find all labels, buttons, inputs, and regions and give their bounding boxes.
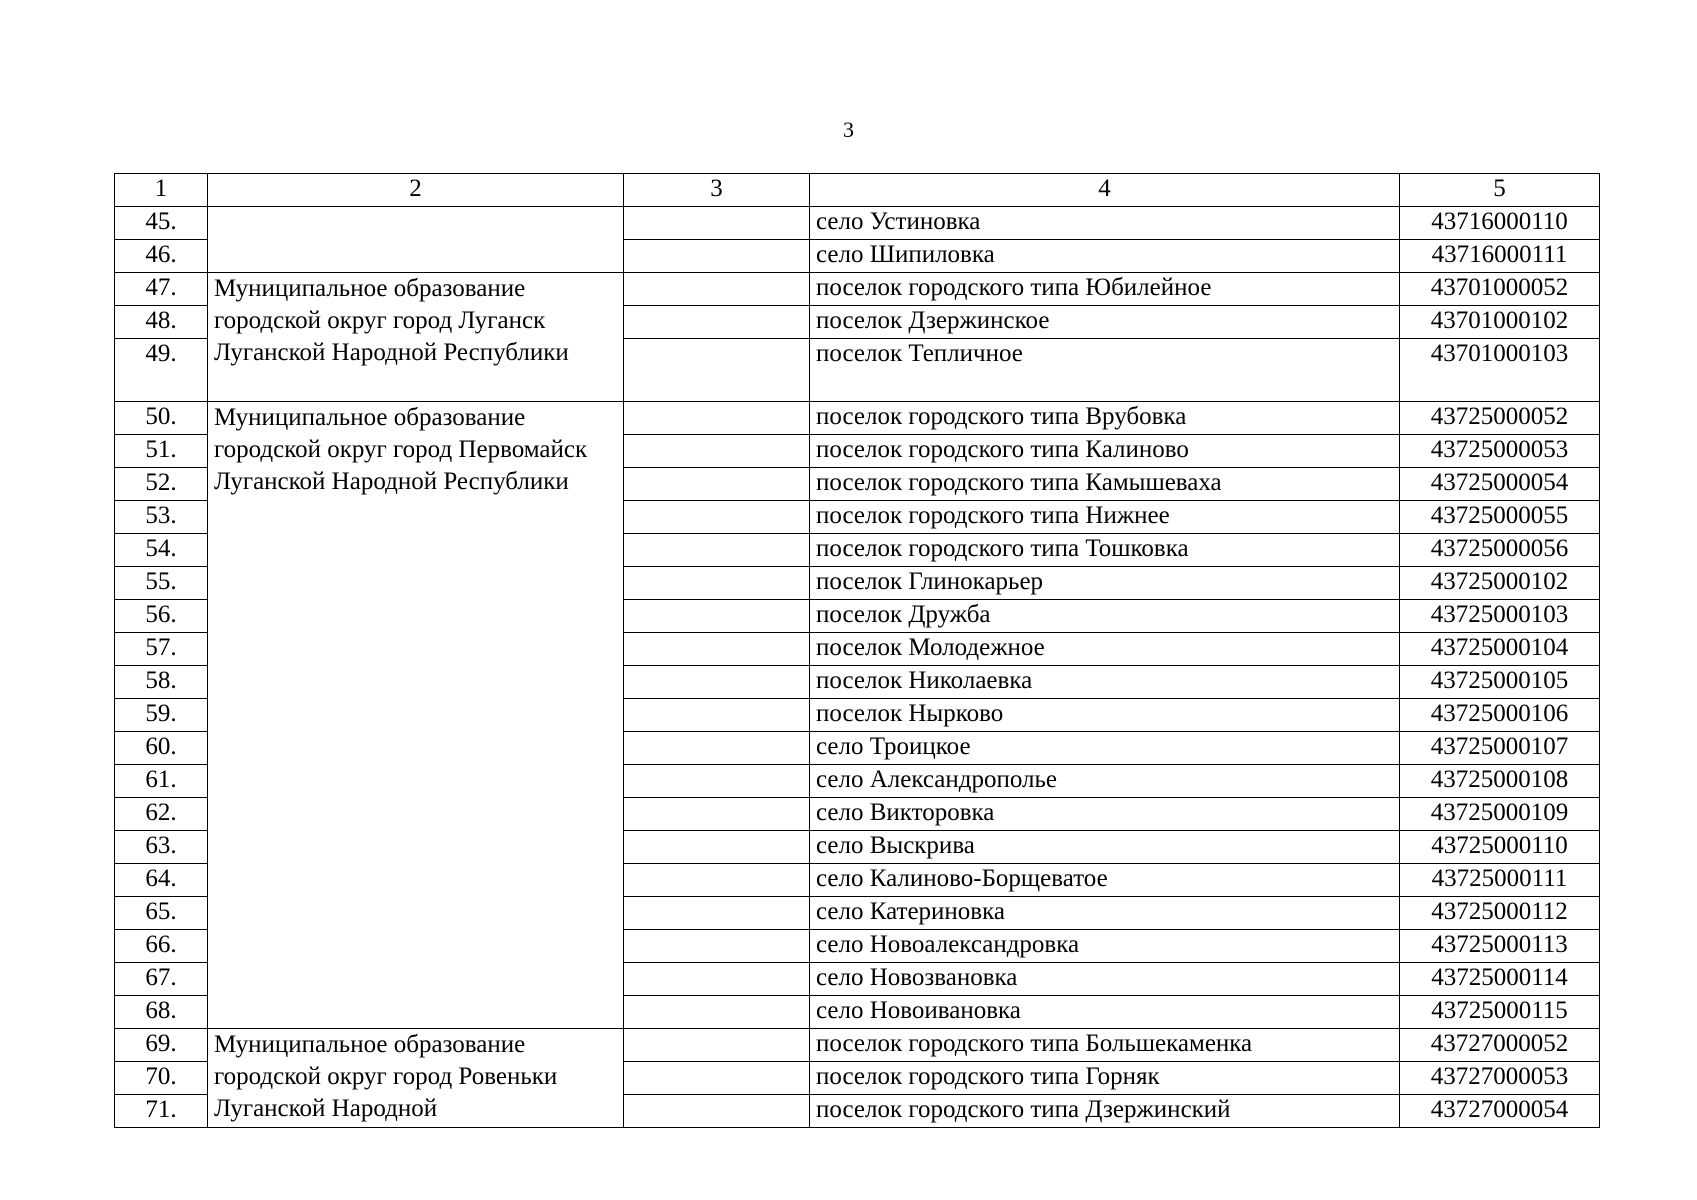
settlement-name: село Новоивановка xyxy=(810,996,1400,1029)
empty-cell xyxy=(624,732,810,765)
settlement-name: село Катериновка xyxy=(810,897,1400,930)
oktmo-code: 43725000052 xyxy=(1400,402,1600,435)
oktmo-code: 43725000102 xyxy=(1400,567,1600,600)
row-number: 50. xyxy=(115,402,208,435)
empty-cell xyxy=(624,207,810,240)
oktmo-code: 43727000052 xyxy=(1400,1029,1600,1062)
row-number: 60. xyxy=(115,732,208,765)
table-row xyxy=(115,207,1600,240)
municipality-name: Муниципальное образование городской округ город Первомайск Луганской Народной Республики xyxy=(208,402,624,1029)
row-number: 59. xyxy=(115,699,208,732)
settlement-name: село Новозвановка xyxy=(810,963,1400,996)
empty-cell xyxy=(624,435,810,468)
row-number: 53. xyxy=(115,501,208,534)
settlement-name: поселок Дзержинское xyxy=(810,306,1400,339)
empty-cell xyxy=(624,306,810,339)
empty-cell xyxy=(624,633,810,666)
oktmo-code: 43701000102 xyxy=(1400,306,1600,339)
row-number: 63. xyxy=(115,831,208,864)
row-number: 65. xyxy=(115,897,208,930)
row-number: 55. xyxy=(115,567,208,600)
table-body xyxy=(115,174,1600,1128)
row-number: 51. xyxy=(115,435,208,468)
empty-cell xyxy=(624,534,810,567)
settlement-name: поселок Молодежное xyxy=(810,633,1400,666)
oktmo-code: 43725000054 xyxy=(1400,468,1600,501)
empty-cell xyxy=(624,1029,810,1062)
empty-cell xyxy=(624,864,810,897)
oktmo-code: 43725000103 xyxy=(1400,600,1600,633)
settlement-name: поселок Нырково xyxy=(810,699,1400,732)
oktmo-code: 43725000115 xyxy=(1400,996,1600,1029)
row-number: 69. xyxy=(115,1029,208,1062)
table-row xyxy=(115,402,1600,435)
oktmo-code: 43725000107 xyxy=(1400,732,1600,765)
settlement-name: поселок городского типа Калиново xyxy=(810,435,1400,468)
row-number: 56. xyxy=(115,600,208,633)
empty-cell xyxy=(624,501,810,534)
empty-cell xyxy=(624,468,810,501)
row-number: 45. xyxy=(115,207,208,240)
oktmo-code: 43716000111 xyxy=(1400,240,1600,273)
empty-cell xyxy=(624,699,810,732)
row-number: 68. xyxy=(115,996,208,1029)
header-col-4: 4 xyxy=(810,174,1400,207)
empty-cell xyxy=(624,567,810,600)
settlements-table xyxy=(114,173,1600,1128)
municipality-name xyxy=(208,207,624,273)
settlement-name: поселок городского типа Дзержинский xyxy=(810,1095,1400,1128)
page-number: 3 xyxy=(843,117,854,142)
oktmo-code: 43725000105 xyxy=(1400,666,1600,699)
settlement-name: поселок Тепличное xyxy=(810,339,1400,402)
row-number: 70. xyxy=(115,1062,208,1095)
table-row xyxy=(115,273,1600,306)
oktmo-code: 43716000110 xyxy=(1400,207,1600,240)
oktmo-code: 43725000112 xyxy=(1400,897,1600,930)
settlement-name: поселок городского типа Камышеваха xyxy=(810,468,1400,501)
row-number: 49. xyxy=(115,339,208,402)
empty-cell xyxy=(624,897,810,930)
row-number: 67. xyxy=(115,963,208,996)
empty-cell xyxy=(624,1062,810,1095)
empty-cell xyxy=(624,666,810,699)
row-number: 48. xyxy=(115,306,208,339)
municipality-name: Муниципальное образование городской округ город Луганск Луганской Народной Республики xyxy=(208,273,624,402)
row-number: 54. xyxy=(115,534,208,567)
settlement-name: село Устиновка xyxy=(810,207,1400,240)
empty-cell xyxy=(624,600,810,633)
row-number: 57. xyxy=(115,633,208,666)
settlement-name: поселок Дружба xyxy=(810,600,1400,633)
oktmo-code: 43727000054 xyxy=(1400,1095,1600,1128)
empty-cell xyxy=(624,1095,810,1128)
empty-cell xyxy=(624,930,810,963)
oktmo-code: 43701000052 xyxy=(1400,273,1600,306)
oktmo-code: 43725000056 xyxy=(1400,534,1600,567)
table-row xyxy=(115,1029,1600,1062)
empty-cell xyxy=(624,831,810,864)
header-col-1: 1 xyxy=(115,174,208,207)
settlement-name: село Троицкое xyxy=(810,732,1400,765)
row-number: 62. xyxy=(115,798,208,831)
row-number: 64. xyxy=(115,864,208,897)
row-number: 47. xyxy=(115,273,208,306)
row-number: 71. xyxy=(115,1095,208,1128)
header-col-2: 2 xyxy=(208,174,624,207)
settlement-name: поселок городского типа Тошковка xyxy=(810,534,1400,567)
empty-cell xyxy=(624,339,810,402)
oktmo-code: 43725000111 xyxy=(1400,864,1600,897)
settlement-name: село Калиново-Борщеватое xyxy=(810,864,1400,897)
settlement-name: поселок городского типа Юбилейное xyxy=(810,273,1400,306)
header-col-5: 5 xyxy=(1400,174,1600,207)
empty-cell xyxy=(624,402,810,435)
oktmo-code: 43725000106 xyxy=(1400,699,1600,732)
empty-cell xyxy=(624,963,810,996)
settlement-name: село Новоалександровка xyxy=(810,930,1400,963)
empty-cell xyxy=(624,798,810,831)
oktmo-code: 43725000108 xyxy=(1400,765,1600,798)
empty-cell xyxy=(624,240,810,273)
settlement-name: село Александрополье xyxy=(810,765,1400,798)
settlement-name: село Викторовка xyxy=(810,798,1400,831)
row-number: 52. xyxy=(115,468,208,501)
settlement-name: село Шипиловка xyxy=(810,240,1400,273)
oktmo-code: 43725000110 xyxy=(1400,831,1600,864)
empty-cell xyxy=(624,765,810,798)
row-number: 66. xyxy=(115,930,208,963)
oktmo-code: 43725000109 xyxy=(1400,798,1600,831)
header-col-3: 3 xyxy=(624,174,810,207)
settlement-name: поселок городского типа Горняк xyxy=(810,1062,1400,1095)
empty-cell xyxy=(624,996,810,1029)
empty-cell xyxy=(624,273,810,306)
row-number: 61. xyxy=(115,765,208,798)
settlement-name: поселок Глинокарьер xyxy=(810,567,1400,600)
oktmo-code: 43725000055 xyxy=(1400,501,1600,534)
settlement-name: поселок городского типа Большекаменка xyxy=(810,1029,1400,1062)
oktmo-code: 43701000103 xyxy=(1400,339,1600,402)
row-number: 46. xyxy=(115,240,208,273)
settlement-name: поселок Николаевка xyxy=(810,666,1400,699)
oktmo-code: 43725000113 xyxy=(1400,930,1600,963)
header-row xyxy=(115,174,1600,207)
settlement-name: поселок городского типа Нижнее xyxy=(810,501,1400,534)
settlement-name: поселок городского типа Врубовка xyxy=(810,402,1400,435)
oktmo-code: 43725000104 xyxy=(1400,633,1600,666)
oktmo-code: 43725000053 xyxy=(1400,435,1600,468)
oktmo-code: 43725000114 xyxy=(1400,963,1600,996)
row-number: 58. xyxy=(115,666,208,699)
oktmo-code: 43727000053 xyxy=(1400,1062,1600,1095)
municipality-name: Муниципальное образование городской округ город Ровеньки Луганской Народной xyxy=(208,1029,624,1128)
settlement-name: село Выскрива xyxy=(810,831,1400,864)
